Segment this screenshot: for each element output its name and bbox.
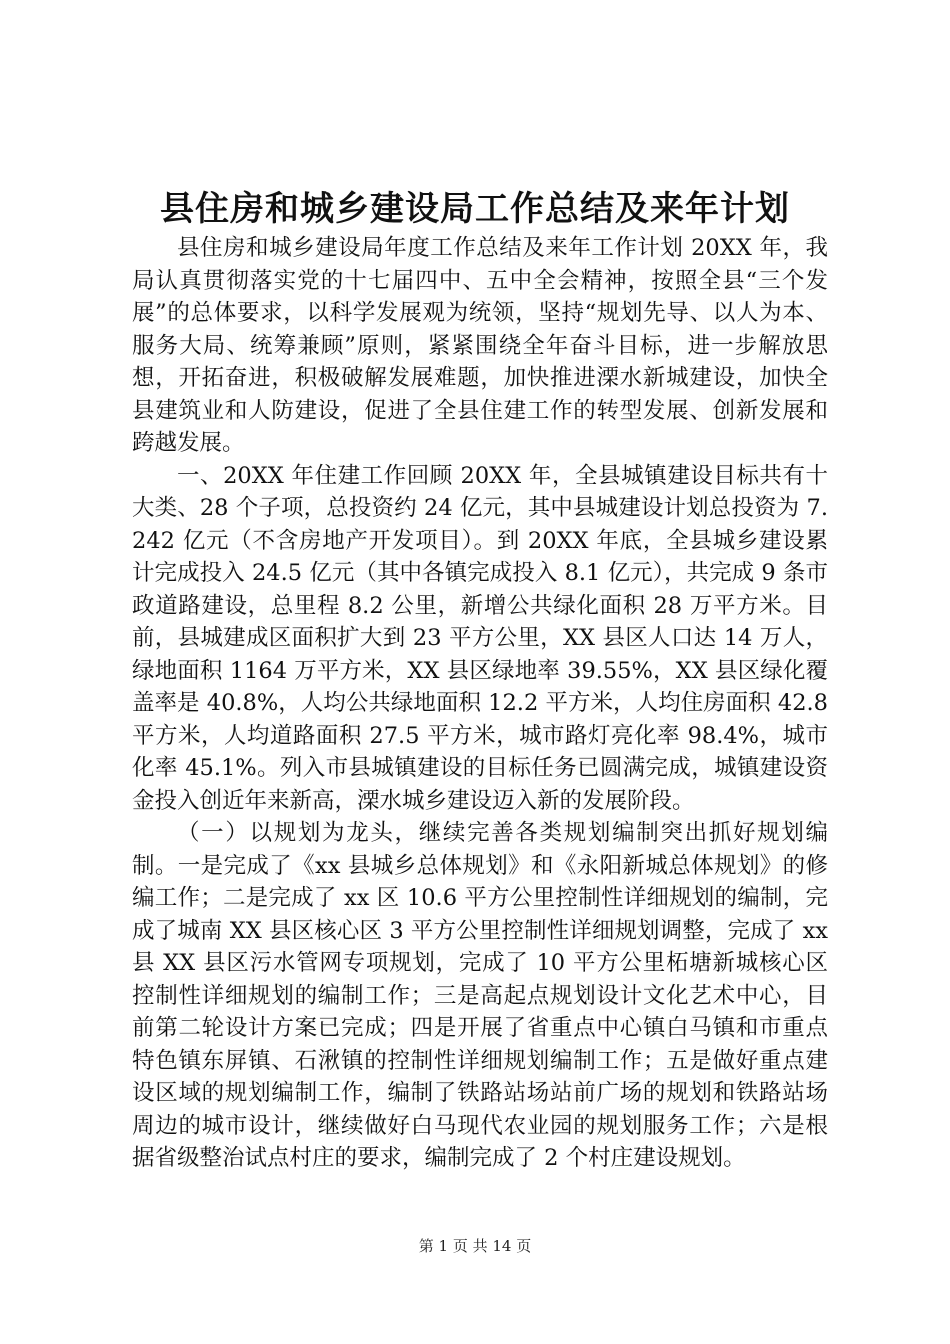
paragraph-planning: （一）以规划为龙头，继续完善各类规划编制突出抓好规划编制。一是完成了《xx 县城乡总体规划》和《永阳新城总体规划》的修编工作；二是完成了 xx 区 10.6 平方公里控制性详细规划的编制，完成了城南 XX 县区核心区 3 平方公里控制性详细规划调整，完成了 xx 县 XX 县区污水管网专项规划，完成了 10 平方公里柘塘新城核心区控制性详细规划的编制工作；三是高起点规划设计文化艺术中心，目前第二轮设计方案已完成；四是开展了省重点中心镇白马镇和市重点特色镇东屏镇、石湫镇的控制性详细规划编制工作；五是做好重点建设区域的规划编制工作，编制了铁路站场站前广场的规划和铁路站场周边的城市设计，继续做好白马现代农业园的规划服务工作；六是根据省级整治试点村庄的要求，编制完成了 2 个村庄建设规划。 xyxy=(132,820,828,1171)
paragraph-intro: 县住房和城乡建设局年度工作总结及来年工作计划 20XX 年，我局认真贯彻落实党的十七届四中、五中全会精神，按照全县“三个发展”的总体要求，以科学发展观为统领，坚持“规划先导、以人为本、服务大局、统筹兼顾”原则，紧紧围绕全年奋斗目标，进一步解放思想，开拓奋进，积极破解发展难题，加快推进溧水新城建设，加快全县建筑业和人防建设，促进了全县住建工作的转型发展、创新发展和跨越发展。 xyxy=(132,235,828,456)
paragraph-review: 一、20XX 年住建工作回顾 20XX 年，全县城镇建设目标共有十大类、28 个子项，总投资约 24 亿元，其中县城建设计划总投资为 7.242 亿元（不含房地产开发项目）。到 20XX 年底，全县城乡建设累计完成投入 24.5 亿元（其中各镇完成投入 8.1 亿元），共完成 9 条市政道路建设，总里程 8.2 公里，新增公共绿化面积 28 万平方米。目前，县城建成区面积扩大到 23 平方公里，XX 县区人口达 14 万人，绿地面积 1164 万平方米，XX 县区绿地率 39.55%，XX 县区绿化覆盖率是 40.8%，人均公共绿地面积 12.2 平方米，人均住房面积 42.8 平方米，人均道路面积 27.5 平方米，城市路灯亮化率 98.4%，城市化率 45.1%。列入市县城镇建设的目标任务已圆满完成，城镇建设资金投入创近年来新高，溧水城乡建设迈入新的发展阶段。 xyxy=(132,462,828,814)
page-number-footer: 第 1 页 共 14 页 xyxy=(418,1237,532,1255)
document-title: 县住房和城乡建设局工作总结及来年计划 xyxy=(160,189,790,229)
document-body xyxy=(132,232,828,1175)
